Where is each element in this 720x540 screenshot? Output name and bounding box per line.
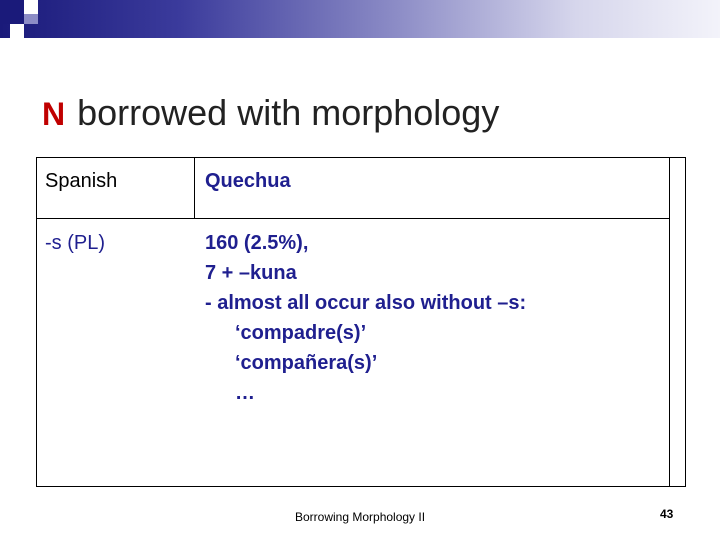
detail-line: ‘compadre(s)’ (235, 322, 367, 344)
corner-square-decoration (10, 24, 24, 38)
content-table (36, 157, 686, 487)
corner-square-decoration (0, 0, 24, 24)
detail-line: 7 + –kuna (205, 262, 297, 284)
corner-square-decoration (24, 14, 38, 24)
title-text: borrowed with morphology (77, 92, 500, 133)
table-divider (37, 218, 669, 219)
slide-title (42, 92, 499, 134)
header-quechua: Quechua (205, 170, 291, 192)
title-bullet: N (42, 96, 66, 132)
cell-spanish-plural: -s (PL) (45, 232, 105, 254)
footer-text: Borrowing Morphology II (295, 510, 426, 524)
table-divider (194, 158, 195, 218)
detail-line: 160 (2.5%), (205, 232, 309, 254)
top-decorative-bar (0, 0, 720, 38)
corner-square-decoration (24, 0, 38, 14)
page-number: 43 (660, 507, 674, 521)
detail-line: ‘compañera(s)’ (235, 352, 378, 374)
detail-line: - almost all occur also without –s: (205, 292, 527, 314)
table-divider (669, 158, 670, 486)
cell-quechua-details (205, 228, 526, 408)
detail-line: … (235, 382, 255, 404)
table-divider (685, 158, 686, 486)
header-spanish: Spanish (45, 170, 118, 192)
